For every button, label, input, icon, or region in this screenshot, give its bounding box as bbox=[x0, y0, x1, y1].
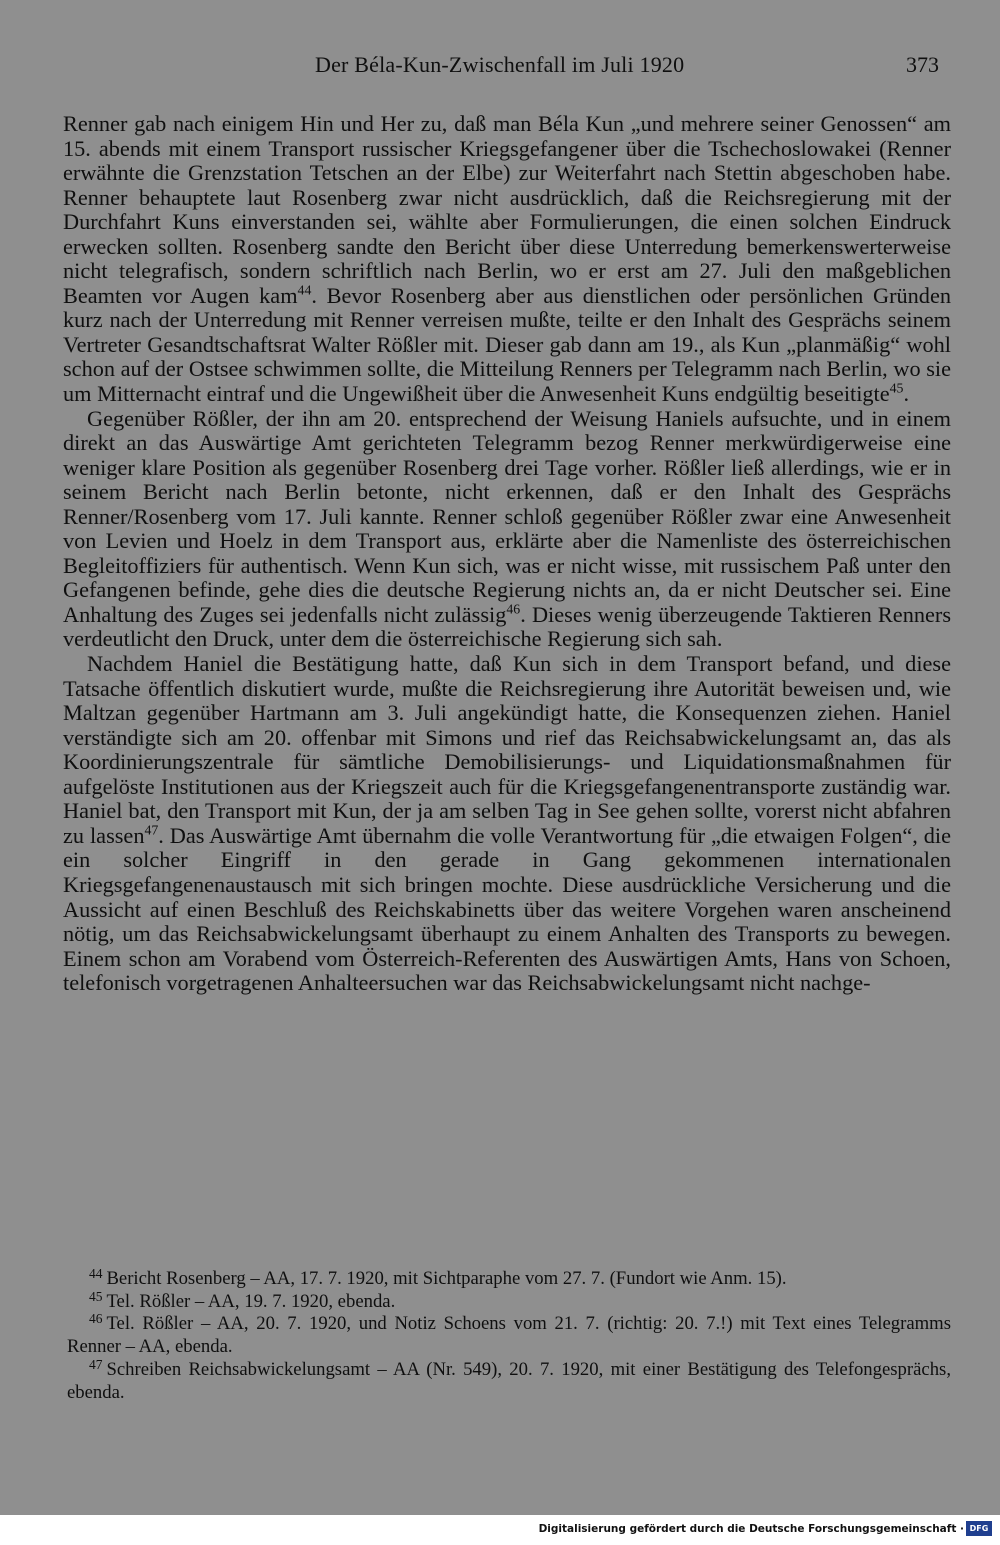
footnote-number: 47 bbox=[89, 1356, 103, 1372]
paragraph-text: . Bevor Rosenberg aber aus dienstlichen oder persönlichen Gründen kurz nach der Unterredung mit Renner verreisen mußte, teilte er den Inhalt des Gesprächs seinem Vertreter Gesandtschaftsrat Walter Rößler mit. Dieser gab dann am 19., als Kun „planmäßig“ wohl schon auf der Ostsee schwimmen sollte, die Mitteilung Renners per Telegramm nach Berlin, wo sie um Mitternacht eintraf und die Ungewißheit über die Anwesenheit Kuns endgültig beseitigte bbox=[63, 282, 951, 407]
digitization-credit: Digitalisierung gefördert durch die Deutsche Forschungsgemeinschaft · bbox=[538, 1523, 964, 1535]
footnote-ref-47: 47 bbox=[144, 822, 159, 838]
paragraph-text: . Das Auswärtige Amt übernahm die volle Verantwortung für „die etwaigen Folgen“, die ein solcher Eingriff in den gerade in Gang gekommenen internationalen Kriegsgefangenenaustausch mit sich bringen mochte. Diese ausdrückliche Versicherung und die Aussicht auf einen Beschluß des Reichskabinetts über das weitere Vorgehen waren anscheinend nötig, um das Reichsabwickelungsamt überhaupt zu einem Anhalten des Transports zu bewegen. Einem schon am Vorabend vom Österreich-Referenten des Auswärtigen Amts, Hans von Schoen, telefonisch vorgetragenen Anhalteersuchen war das Reichsabwickelungsamt nicht nachge- bbox=[63, 822, 951, 996]
footnote-number: 44 bbox=[89, 1265, 103, 1281]
footnote-text: Bericht Rosenberg – AA, 17. 7. 1920, mit Sichtparaphe vom 27. 7. (Fundort wie Anm. 15). bbox=[106, 1268, 787, 1289]
running-head bbox=[0, 52, 1000, 82]
paragraph-2 bbox=[63, 407, 951, 652]
paragraph-text: . bbox=[903, 381, 910, 407]
page-number: 373 bbox=[906, 52, 939, 77]
running-head-title: Der Béla-Kun-Zwischenfall im Juli 1920 bbox=[315, 52, 685, 77]
paragraph-text: Nachdem Haniel die Bestätigung hatte, daß Kun sich in dem Transport befand, und diese Tatsache öffentlich diskutiert wurde, mußte die Reichsregierung ihre Autorität beweisen und, wie Maltzan gegenüber Hartmann am 3. Juli angekündigt hatte, die Konsequenzen ziehen. Haniel verständigte sich am 20. offenbar mit Simons und rief das Reichsabwickelungsamt an, das als Koordinierungszentrale für sämtliche Demobilisierungs- und Liquidationsmaßnahmen für aufgelöste Institutionen aus der Kriegszeit auch für die Kriegsgefangenentransporte zuständig war. Haniel bat, den Transport mit Kun, der ja am selben Tag in See gehen sollte, vorerst nicht abfahren zu lassen bbox=[63, 651, 951, 848]
footnote-number: 45 bbox=[89, 1288, 103, 1304]
paragraph-text: Renner gab nach einigem Hin und Her zu, daß man Béla Kun „und mehrere seiner Genossen“ am 15. abends mit einem Transport russischer Kriegsgefangener über die Tschechoslowakei (Renner erwähnte die Grenzstation Tetschen an der Elbe) zur Weiterfahrt nach Stettin abgeschoben habe. Renner behauptete laut Rosenberg zwar nicht ausdrücklich, daß die Reichsregierung mit der Durchfahrt Kuns einverstanden sei, wählte aber Formulierungen, die einen solchen Eindruck erwecken sollten. Rosenberg sandte den Bericht über diese Unterredung bemerkenswerterweise nicht telegrafisch, sondern schriftlich nach Berlin, wo er erst am 27. Juli den maßgeblichen Beamten vor Augen kam bbox=[63, 111, 951, 308]
footnote-text: Tel. Rößler – AA, 19. 7. 1920, ebenda. bbox=[106, 1290, 396, 1312]
dfg-logo-icon: DFG bbox=[966, 1521, 992, 1536]
footnote-45 bbox=[67, 1288, 951, 1314]
body-text bbox=[63, 112, 951, 996]
digitization-credit-bar bbox=[0, 1515, 1000, 1545]
footnote-ref-46: 46 bbox=[506, 601, 521, 617]
footnote-text: Tel. Rößler – AA, 20. 7. 1920, und Notiz Schoens vom 21. 7. (richtig: 20. 7.!) mit Text eines Telegramms Renner – AA, ebenda. bbox=[67, 1313, 951, 1358]
footnote-text: Schreiben Reichsabwickelungsamt – AA (Nr. 549), 20. 7. 1920, mit einer Bestätigung des Telefongesprächs, ebenda. bbox=[67, 1358, 951, 1403]
footnote-ref-45: 45 bbox=[889, 380, 904, 396]
footnote-44 bbox=[67, 1265, 951, 1291]
paragraph-text: . Dieses wenig überzeugende Taktieren Renners verdeutlicht den Druck, unter dem die österreichische Regierung sich sah. bbox=[63, 601, 951, 652]
paragraph-1 bbox=[63, 112, 951, 407]
footnote-47 bbox=[67, 1356, 951, 1404]
footnote-ref-44: 44 bbox=[297, 282, 312, 298]
footnote-46 bbox=[67, 1313, 951, 1358]
footnotes bbox=[67, 1265, 951, 1404]
paragraph-text: Gegenüber Rößler, der ihn am 20. entsprechend der Weisung Haniels aufsuchte, und in einem direkt an das Auswärtige Amt gerichteten Telegramm bezog Renner merkwürdigerweise eine weniger klare Position als gegenüber Rosenberg drei Tage vorher. Rößler ließ allerdings, wie er in seinem Bericht nach Berlin betonte, nicht erkennen, daß er den Inhalt des Gesprächs Renner/Rosenberg vom 17. Juli kannte. Renner schloß gegenüber Rößler zwar eine Anwesenheit von Levien und Hoelz in dem Transport aus, erklärte aber die Namenliste des österreichischen Begleitoffiziers für authentisch. Wenn Kun sich, was er nicht wisse, mit russischem Paß unter den Gefangenen befinde, gehe dies die deutsche Regierung nichts an, da er nicht Deutscher sei. Eine Anhaltung des Zuges sei jedenfalls nicht zulässig bbox=[63, 405, 951, 627]
footnote-number: 46 bbox=[89, 1311, 103, 1327]
paragraph-3 bbox=[63, 652, 951, 996]
